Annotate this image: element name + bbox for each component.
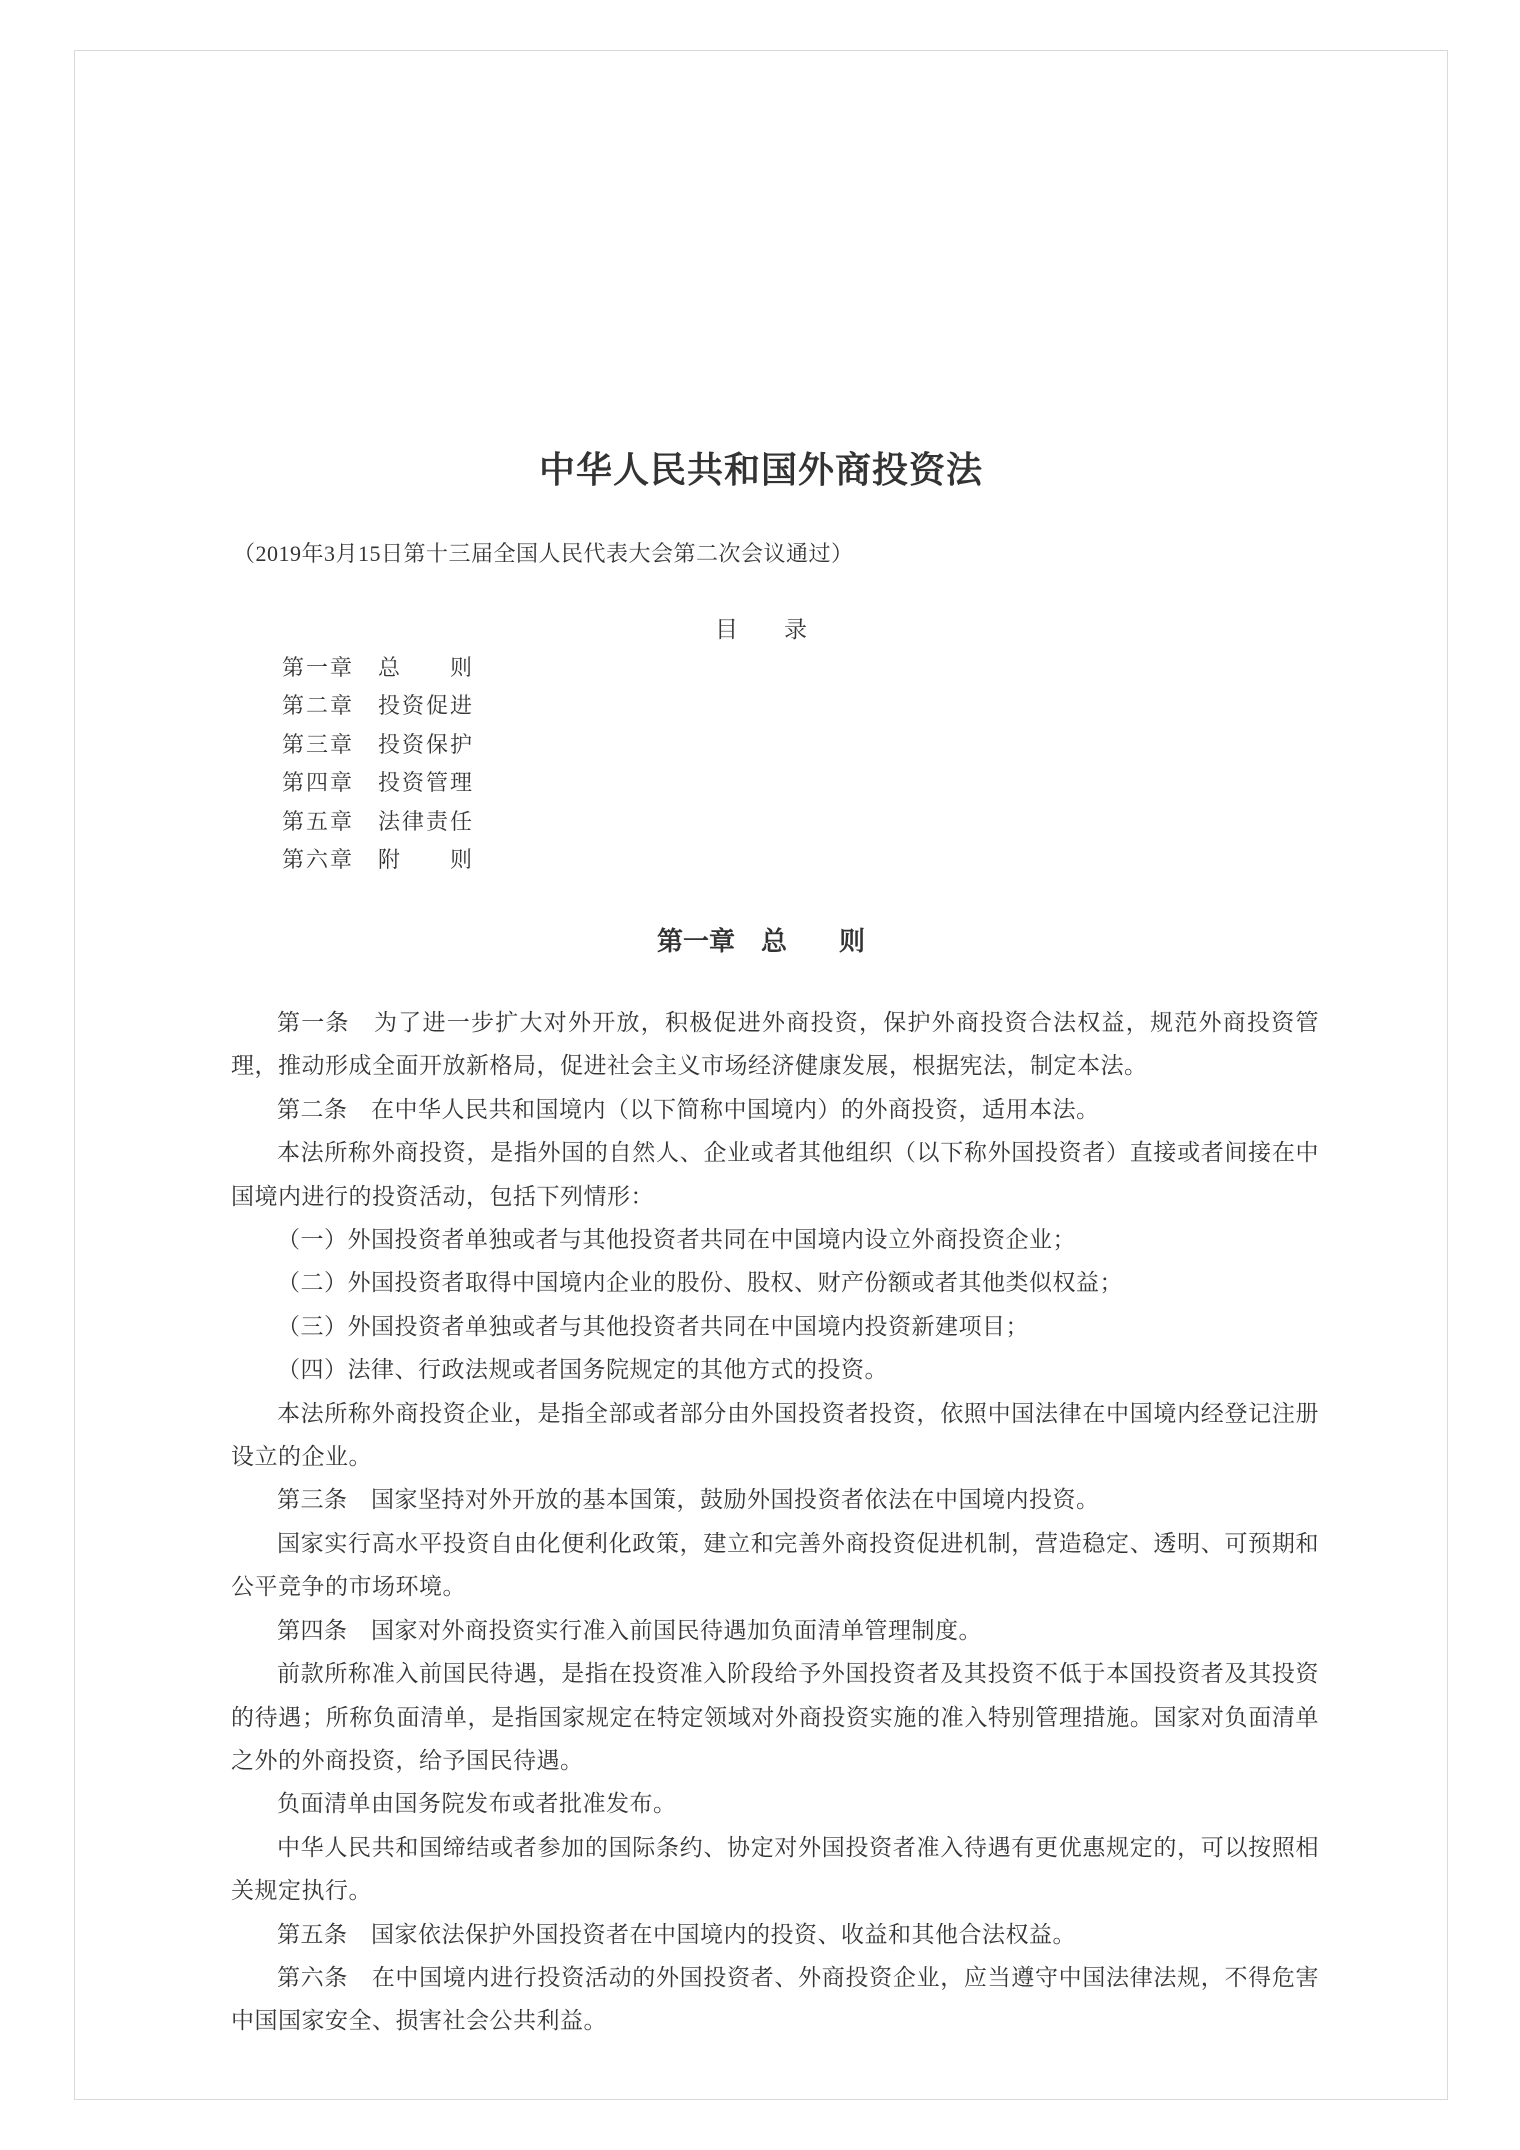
law-paragraph: 第三条 国家坚持对外开放的基本国策，鼓励外国投资者依法在中国境内投资。 bbox=[277, 1487, 1100, 1513]
law-paragraph: 本法所称外商投资企业，是指全部或者部分由外国投资者投资，依照中国法律在中国境内经登记注册设立的企业。 bbox=[231, 1400, 1319, 1470]
law-paragraph: 前款所称准入前国民待遇，是指在投资准入阶段给予外国投资者及其投资不低于本国投资者及其投资的待遇；所称负面清单，是指国家规定在特定领域对外商投资实施的准入特别管理措施。国家对负面清单之外的外商投资，给予国民待遇。 bbox=[231, 1661, 1319, 1773]
law-paragraph: 第二条 在中华人民共和国境内（以下简称中国境内）的外商投资，适用本法。 bbox=[277, 1096, 1100, 1122]
toc-heading: 目 录 bbox=[715, 617, 807, 642]
law-paragraph: 中华人民共和国缔结或者参加的国际条约、协定对外国投资者准入待遇有更优惠规定的，可以按照相关规定执行。 bbox=[231, 1834, 1319, 1904]
law-paragraph: （一）外国投资者单独或者与其他投资者共同在中国境内设立外商投资企业； bbox=[277, 1227, 1076, 1253]
toc-item: 第二章 投资促进 bbox=[282, 693, 475, 719]
toc-item: 第四章 投资管理 bbox=[282, 770, 475, 796]
law-paragraph: （三）外国投资者单独或者与其他投资者共同在中国境内投资新建项目； bbox=[277, 1313, 1029, 1339]
law-paragraph: （二）外国投资者取得中国境内企业的股份、股权、财产份额或者其他类似权益； bbox=[277, 1270, 1123, 1296]
law-body bbox=[231, 1001, 1319, 2043]
document-page bbox=[74, 50, 1448, 2100]
toc-item: 第六章 附 则 bbox=[282, 846, 475, 872]
toc-item: 第三章 投资保护 bbox=[282, 731, 475, 757]
toc-item: 第五章 法律责任 bbox=[282, 808, 475, 834]
law-paragraph: 第四条 国家对外商投资实行准入前国民待遇加负面清单管理制度。 bbox=[277, 1617, 982, 1643]
chapter-heading: 第一章 总 则 bbox=[656, 926, 865, 956]
law-paragraph: 第一条 为了进一步扩大对外开放，积极促进外商投资，保护外商投资合法权益，规范外商投资管理，推动形成全面开放新格局，促进社会主义市场经济健康发展，根据宪法，制定本法。 bbox=[231, 1010, 1319, 1079]
law-paragraph: 第六条 在中国境内进行投资活动的外国投资者、外商投资企业，应当遵守中国法律法规，不得危害中国国家安全、损害社会公共利益。 bbox=[231, 1964, 1319, 2034]
law-paragraph: 本法所称外商投资，是指外国的自然人、企业或者其他组织（以下称外国投资者）直接或者间接在中国境内进行的投资活动，包括下列情形： bbox=[231, 1140, 1319, 1209]
law-paragraph: 国家实行高水平投资自由化便利化政策，建立和完善外商投资促进机制，营造稳定、透明、可预期和公平竞争的市场环境。 bbox=[231, 1530, 1319, 1600]
enactment-note: （2019年3月15日第十三届全国人民代表大会第二次会议通过） bbox=[233, 541, 854, 566]
law-paragraph: 第五条 国家依法保护外国投资者在中国境内的投资、收益和其他合法权益。 bbox=[277, 1921, 1076, 1947]
toc-item: 第一章 总 则 bbox=[282, 655, 475, 680]
document-title: 中华人民共和国外商投资法 bbox=[538, 449, 983, 490]
toc-list bbox=[282, 649, 474, 879]
law-paragraph: （四）法律、行政法规或者国务院规定的其他方式的投资。 bbox=[277, 1357, 888, 1383]
law-paragraph: 负面清单由国务院发布或者批准发布。 bbox=[277, 1791, 677, 1817]
